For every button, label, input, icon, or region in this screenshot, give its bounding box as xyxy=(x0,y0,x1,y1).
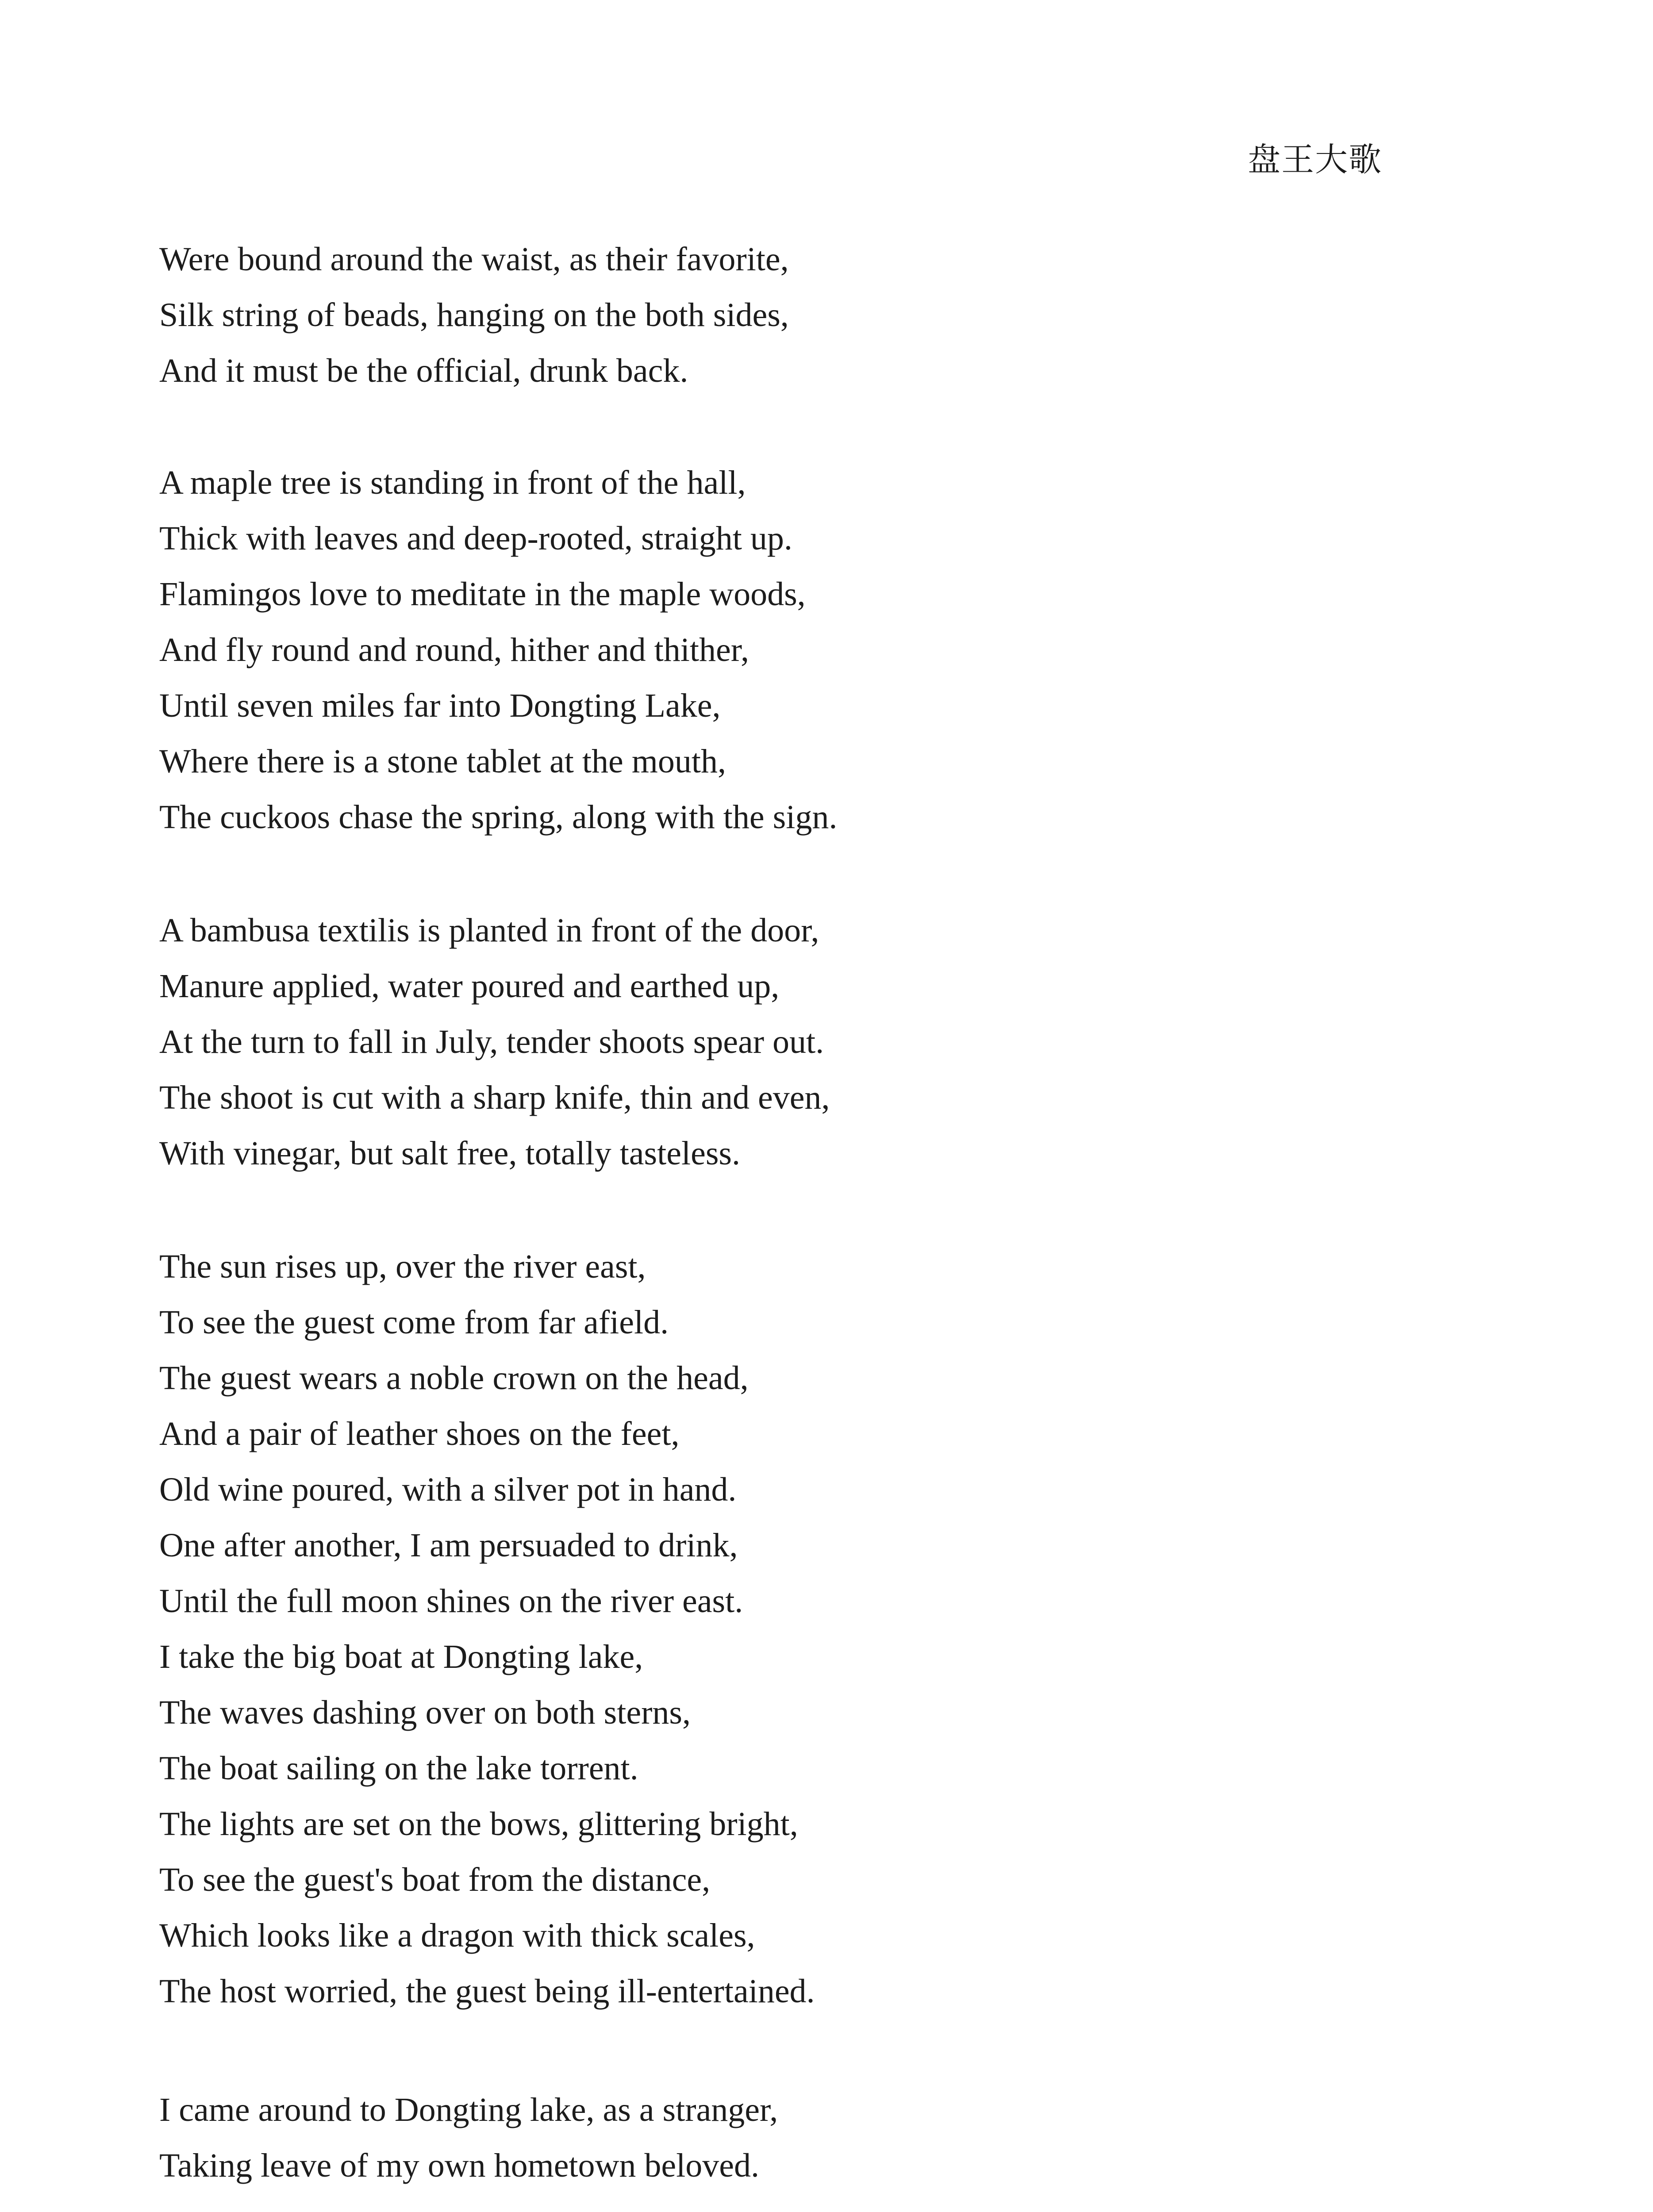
poem-line: The boat sailing on the lake torrent. xyxy=(159,1750,638,1787)
poem-line: Taking leave of my own hometown beloved. xyxy=(159,2147,760,2184)
stanza-2 xyxy=(159,455,1221,845)
poem-line: Silk string of beads, hanging on the both sides, xyxy=(159,296,789,334)
poem-line: Until the full moon shines on the river east. xyxy=(159,1582,743,1620)
poem-line: And a pair of leather shoes on the feet, xyxy=(159,1415,680,1452)
stanza-3 xyxy=(159,902,1221,1181)
poem-line: With vinegar, but salt free, totally tasteless. xyxy=(159,1135,740,1172)
poem-line: Which looks like a dragon with thick scales, xyxy=(159,1917,755,1954)
poem-line: The waves dashing over on both sterns, xyxy=(159,1694,691,1731)
stanza-4 xyxy=(159,1239,1221,2019)
poem-line: The host worried, the guest being ill-entertained. xyxy=(159,1973,815,2010)
poem-line: I take the big boat at Dongting lake, xyxy=(159,1638,643,1675)
running-head-title: 盘王大歌 xyxy=(1248,141,1382,179)
poem-line: A bambusa textilis is planted in front of the door, xyxy=(159,912,819,949)
poem-line: At the turn to fall in July, tender shoots spear out. xyxy=(159,1023,824,1060)
poem-line: Manure applied, water poured and earthed up, xyxy=(159,968,780,1005)
poem-line: The shoot is cut with a sharp knife, thin and even, xyxy=(159,1079,830,1116)
poem-line: The lights are set on the bows, glittering bright, xyxy=(159,1805,798,1843)
poem-line: And it must be the official, drunk back. xyxy=(159,352,688,389)
poem-line: Flamingos love to meditate in the maple woods, xyxy=(159,576,806,613)
poem-line: To see the guest's boat from the distance, xyxy=(159,1861,711,1898)
poem-line: The sun rises up, over the river east, xyxy=(159,1248,646,1285)
poem-line: The cuckoos chase the spring, along with the sign. xyxy=(159,799,838,836)
poem-line: One after another, I am persuaded to drink, xyxy=(159,1527,738,1564)
poem-line: To see the guest come from far afield. xyxy=(159,1304,669,1341)
poem-line: Where there is a stone tablet at the mouth, xyxy=(159,743,726,780)
poem-line: And fly round and round, hither and thither, xyxy=(159,631,750,668)
poem-line: Until seven miles far into Dongting Lake, xyxy=(159,687,721,724)
poem-line: Old wine poured, with a silver pot in hand. xyxy=(159,1471,737,1508)
poem-line: Thick with leaves and deep-rooted, straight up. xyxy=(159,520,792,557)
stanza-1 xyxy=(159,231,1221,399)
poem-line: The guest wears a noble crown on the head, xyxy=(159,1359,749,1397)
poem-line: I came around to Dongting lake, as a stranger, xyxy=(159,2091,778,2128)
poem-line: Were bound around the waist, as their favorite, xyxy=(159,241,789,278)
poem-line: A maple tree is standing in front of the hall, xyxy=(159,464,746,501)
stanza-5 xyxy=(159,2082,1221,2193)
